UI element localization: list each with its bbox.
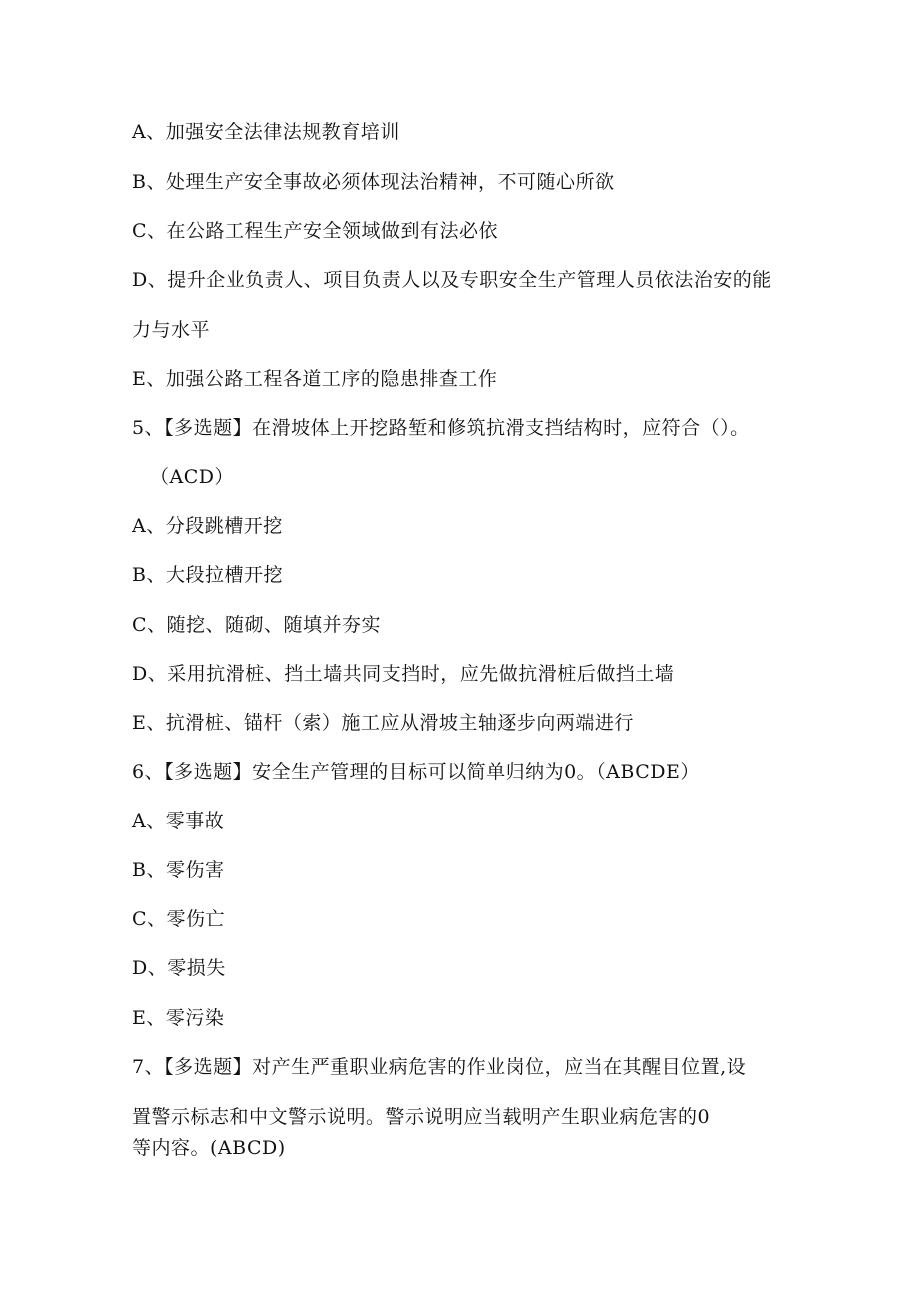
q5-option-c: C、随挖、随砌、随填并夯实 xyxy=(132,614,382,636)
question-7-text-continued: 置警示标志和中文警示说明。警示说明应当载明产生职业病危害的0 xyxy=(132,1106,711,1128)
q6-option-a: A、零事故 xyxy=(132,810,225,832)
q6-option-d: D、零损失 xyxy=(132,957,226,979)
q6-option-e: E、零污染 xyxy=(132,1007,225,1029)
option-b: B、处理生产安全事故必须体现法治精神，不可随心所欲 xyxy=(132,171,615,193)
option-e: E、加强公路工程各道工序的隐患排查工作 xyxy=(132,368,498,390)
question-5-answer: （ACD） xyxy=(150,466,234,488)
q5-option-a: A、分段跳槽开挖 xyxy=(132,515,283,537)
option-a: A、加强安全法律法规教育培训 xyxy=(132,121,400,143)
q5-option-b: B、大段拉槽开挖 xyxy=(132,564,283,586)
q5-option-d: D、采用抗滑桩、挡土墙共同支挡时，应先做抗滑桩后做挡土墙 xyxy=(132,663,675,685)
question-7-answer: 等内容。(ABCD) xyxy=(132,1137,286,1159)
q6-option-c: C、零伤亡 xyxy=(132,908,226,930)
question-6-text: 6、【多选题】安全生产管理的目标可以简单归纳为0。（ABCDE） xyxy=(132,761,700,783)
option-d: D、提升企业负责人、项目负责人以及专职安全生产管理人员依法治安的能 xyxy=(132,269,772,291)
q5-option-e: E、抗滑桩、锚杆（索）施工应从滑坡主轴逐步向两端进行 xyxy=(132,712,634,734)
question-5-text: 5、【多选题】在滑坡体上开挖路堑和修筑抗滑支挡结构时，应符合（）。 xyxy=(132,417,750,439)
question-7-text: 7、【多选题】对产生严重职业病危害的作业岗位，应当在其醒目位置,设 xyxy=(132,1056,747,1078)
option-c: C、在公路工程生产安全领域做到有法必依 xyxy=(132,220,499,242)
option-d-continued: 力与水平 xyxy=(132,319,211,341)
q6-option-b: B、零伤害 xyxy=(132,859,225,881)
